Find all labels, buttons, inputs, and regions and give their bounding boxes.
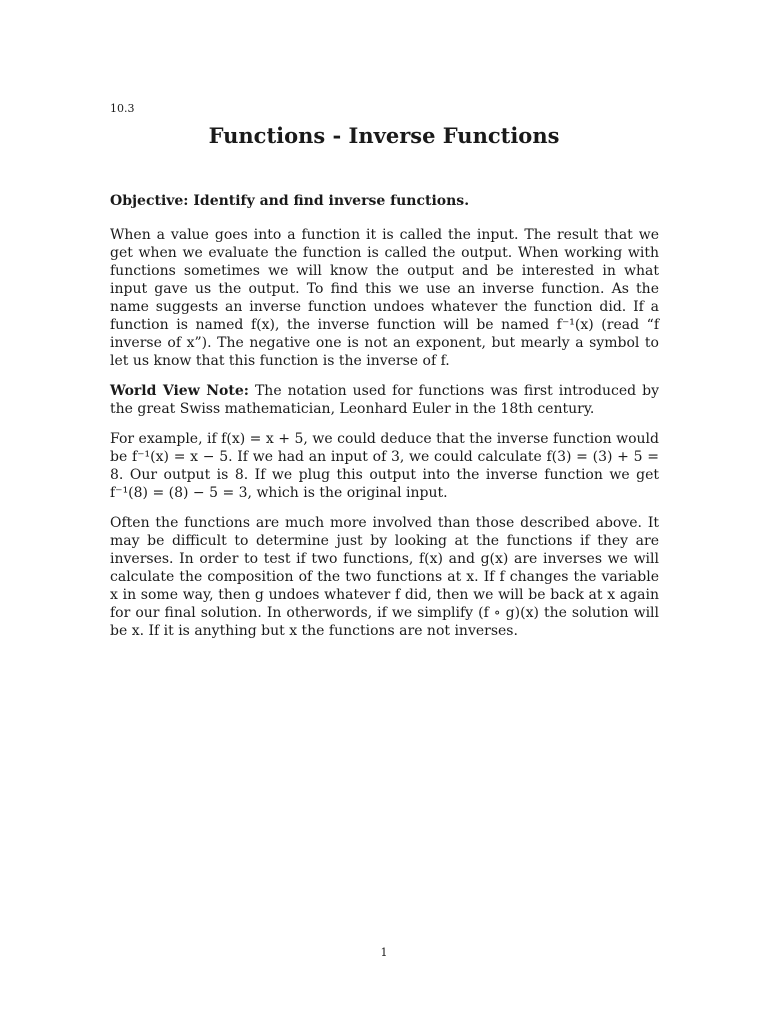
intro-paragraph-text: When a value goes into a function it is called the input. The result that we get when we evaluate the function is called the output. When working with functions sometimes we will know the output and be interested in what input gave us the output. To find this we use an inverse function. As the name suggests an inverse function undoes whatever the function did. If a function is named f(x), the inverse function will be named f⁻¹(x) (read “f inverse of x”). The negative one is not an exponent, but mearly a symbol to let us know that this function is the inverse of f. bbox=[110, 227, 659, 369]
objective-heading: Objective: Identify and find inverse functions. bbox=[110, 193, 470, 209]
document-body bbox=[110, 192, 659, 652]
page-title: Functions - Inverse Functions bbox=[208, 123, 560, 148]
page-number: 1 bbox=[380, 946, 388, 959]
composition-paragraph-text: Often the functions are much more involved than those described above. It may be difficult to determine just by looking at the functions if they are inverses. In order to test if two functions, f(x) and g(x) are inverses we will calculate the composition of the two functions at x. If f changes the variable x in some way, then g undoes whatever f did, then we will be back at x again for our final solution. In otherwords, if we simplify (f ∘ g)(x) the solution will be x. If it is anything but x the functions are not inverses. bbox=[110, 515, 659, 639]
world-view-note bbox=[110, 382, 659, 418]
section-number: 10.3 bbox=[110, 102, 135, 115]
world-view-note-label: World View Note: bbox=[110, 383, 249, 399]
world-view-note-text: The notation used for functions was first introduced by the great Swiss mathematician, Leonhard Euler in the 18th century. bbox=[110, 383, 659, 417]
example-paragraph bbox=[110, 430, 659, 502]
example-paragraph-text: For example, if f(x) = x + 5, we could deduce that the inverse function would be f⁻¹(x) = x − 5. If we had an input of 3, we could calculate f(3) = (3) + 5 = 8. Our output is 8. If we plug this output into the inverse function we get f⁻¹(8) = (8) − 5 = 3, which is the original input. bbox=[110, 431, 659, 501]
intro-paragraph bbox=[110, 226, 659, 370]
composition-paragraph bbox=[110, 514, 659, 640]
